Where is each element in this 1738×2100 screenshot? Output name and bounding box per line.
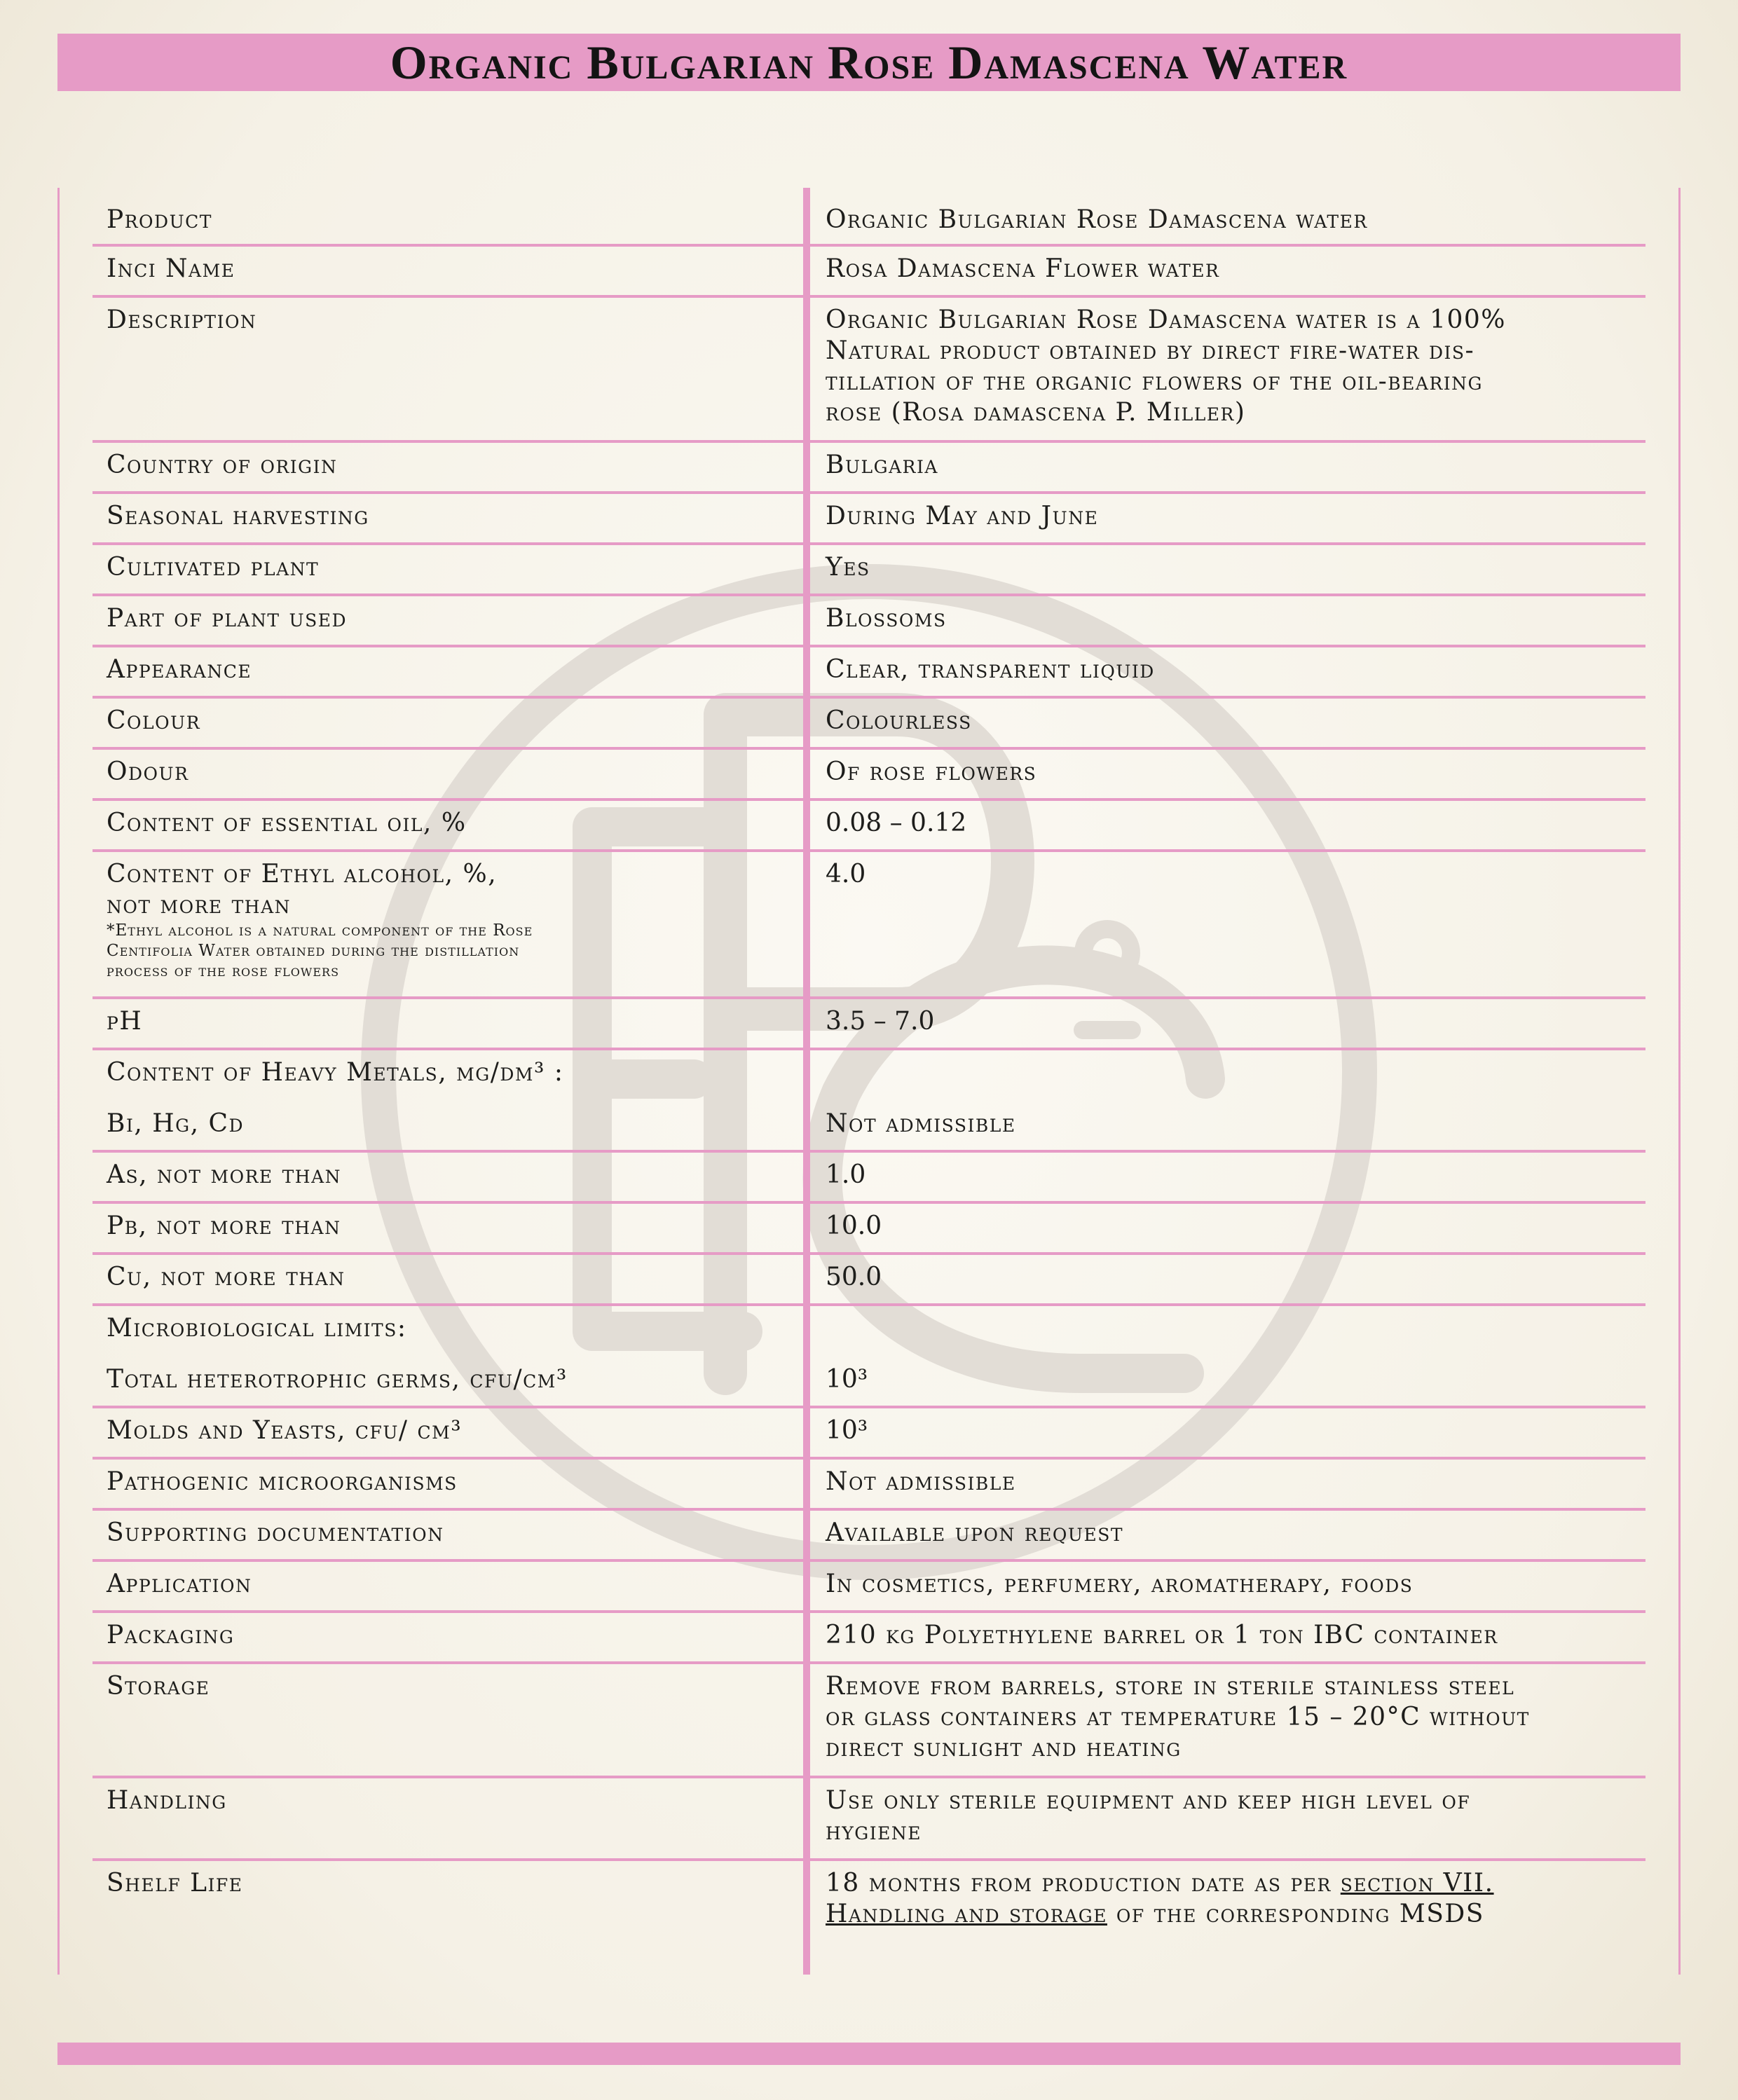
- row-label: Pb, not more than: [107, 1212, 341, 1240]
- footnote-line: *Ethyl alcohol is a natural component of the Rose: [107, 921, 533, 940]
- table-row: [93, 443, 1645, 494]
- row-label: Appearance: [107, 655, 252, 684]
- table-row: [93, 1153, 1645, 1204]
- table-row: [93, 1102, 1645, 1153]
- value-line: tillation of the organic flowers of the oil-bearing: [826, 367, 1484, 396]
- row-label: Cultivated plant: [107, 553, 320, 582]
- table-row: [93, 247, 1645, 298]
- shelf-life-text: of the corresponding MSDS: [1107, 1900, 1484, 1928]
- row-value: [826, 305, 1631, 428]
- row-label: Total heterotrophic germs, cfu/cm³: [107, 1365, 568, 1394]
- value-line: hygiene: [826, 1817, 922, 1846]
- row-label: Packaging: [107, 1621, 235, 1649]
- row-value: Yes: [826, 553, 870, 582]
- row-label: Handling: [107, 1786, 227, 1815]
- row-value: Available upon request: [826, 1518, 1123, 1547]
- table-row: [93, 999, 1645, 1050]
- row-value: 3.5 – 7.0: [826, 1007, 935, 1036]
- table-row: [93, 494, 1645, 545]
- row-value: Not admissible: [826, 1109, 1016, 1138]
- row-value: 10³: [826, 1365, 868, 1394]
- row-label: Microbiological limits:: [107, 1314, 407, 1343]
- table-row: [93, 198, 1645, 247]
- value-line: Remove from barrels, store in sterile stainless steel: [826, 1672, 1515, 1701]
- table-row: [93, 298, 1645, 443]
- row-label: Odour: [107, 757, 189, 786]
- row-value: Of rose flowers: [826, 757, 1037, 786]
- table-row: [93, 801, 1645, 852]
- row-value: 4.0: [826, 860, 866, 888]
- row-value: During May and June: [826, 502, 1099, 530]
- row-value: [826, 1868, 1631, 1930]
- row-label: Inci Name: [107, 254, 235, 283]
- table-row: [93, 1562, 1645, 1613]
- row-value: Rosa Damascena Flower water: [826, 254, 1220, 283]
- row-label: Content of Heavy Metals, mg/dm³ :: [107, 1058, 564, 1087]
- row-value: Organic Bulgarian Rose Damascena water: [826, 205, 1368, 234]
- row-label: Seasonal harvesting: [107, 502, 369, 530]
- row-value: 210 kg Polyethylene barrel or 1 ton IBC container: [826, 1621, 1498, 1649]
- row-value: [826, 1671, 1631, 1764]
- row-value: [826, 1785, 1631, 1847]
- value-line: rose (Rosa damascena P. Miller): [826, 398, 1246, 427]
- table-row: [93, 1255, 1645, 1306]
- row-label: Cu, not more than: [107, 1263, 345, 1291]
- value-line: Natural product obtained by direct fire-water dis-: [826, 336, 1475, 365]
- value-line: Organic Bulgarian Rose Damascena water is a 100%: [826, 306, 1506, 334]
- value-line: direct sunlight and heating: [826, 1734, 1182, 1762]
- row-value: Bulgaria: [826, 451, 938, 479]
- row-label: Product: [107, 205, 212, 234]
- table-frame-left: [57, 188, 60, 1975]
- row-value: 1.0: [826, 1160, 866, 1189]
- row-value: Not admissible: [826, 1467, 1016, 1496]
- row-label: [107, 859, 793, 982]
- table-row: [93, 1511, 1645, 1562]
- row-label: Colour: [107, 706, 201, 735]
- shelf-life-text: 18 months from production date as per: [826, 1869, 1341, 1897]
- value-line: or glass containers at temperature 15 – 20°C without: [826, 1703, 1530, 1731]
- table-row: [93, 1408, 1645, 1460]
- footnote-line: Centifolia Water obtained during the distillation: [107, 942, 520, 960]
- row-label: As, not more than: [107, 1160, 342, 1189]
- table-row: [93, 1050, 1645, 1102]
- row-value: In cosmetics, perfumery, aromatherapy, foods: [826, 1570, 1414, 1598]
- table-row: [93, 750, 1645, 801]
- table-row: [93, 1357, 1645, 1408]
- table-row: [93, 647, 1645, 699]
- footnote-line: process of the rose flowers: [107, 962, 340, 980]
- row-value: Colourless: [826, 706, 972, 735]
- row-label: Pathogenic microorganisms: [107, 1467, 458, 1496]
- row-label: pH: [107, 1007, 143, 1036]
- table-row: [93, 1613, 1645, 1664]
- row-value: 10³: [826, 1416, 868, 1445]
- row-label: Storage: [107, 1672, 210, 1701]
- table-row: [93, 1778, 1645, 1861]
- table-row: [93, 1460, 1645, 1511]
- table-row: [93, 699, 1645, 750]
- bottom-bar: [57, 2043, 1681, 2065]
- row-value: 10.0: [826, 1212, 882, 1240]
- row-label: Content of essential oil, %: [107, 809, 467, 837]
- spec-table: [93, 198, 1645, 1945]
- row-value: Clear, transparent liquid: [826, 655, 1155, 684]
- table-frame-right: [1678, 188, 1681, 1975]
- msds-section-link[interactable]: section VII.: [1340, 1869, 1494, 1897]
- table-row: [93, 596, 1645, 647]
- row-value: 50.0: [826, 1263, 882, 1291]
- table-row: [93, 545, 1645, 596]
- table-row: [93, 1306, 1645, 1357]
- row-label: Supporting documentation: [107, 1518, 444, 1547]
- value-line: [826, 1899, 1631, 1930]
- table-row: [93, 1204, 1645, 1255]
- row-label: Bi, Hg, Cd: [107, 1109, 245, 1138]
- row-label: Part of plant used: [107, 604, 348, 633]
- value-line: Use only sterile equipment and keep high level of: [826, 1786, 1471, 1815]
- row-label: Description: [107, 306, 257, 334]
- row-value: 0.08 – 0.12: [826, 809, 967, 837]
- row-label: Molds and Yeasts, cfu/ cm³: [107, 1416, 463, 1445]
- value-line: [826, 1868, 1631, 1899]
- table-row: [93, 852, 1645, 999]
- row-label: Country of origin: [107, 451, 338, 479]
- page-title: Organic Bulgarian Rose Damascena Water: [390, 35, 1348, 89]
- table-row: [93, 1664, 1645, 1778]
- table-row: [93, 1861, 1645, 1945]
- label-line: not more than: [107, 891, 292, 919]
- msds-handling-link[interactable]: Handling and storage: [826, 1900, 1107, 1928]
- row-label: Application: [107, 1570, 252, 1598]
- label-line: Content of Ethyl alcohol, %,: [107, 860, 498, 888]
- row-value: Blossoms: [826, 604, 947, 633]
- row-label: Shelf Life: [107, 1869, 243, 1897]
